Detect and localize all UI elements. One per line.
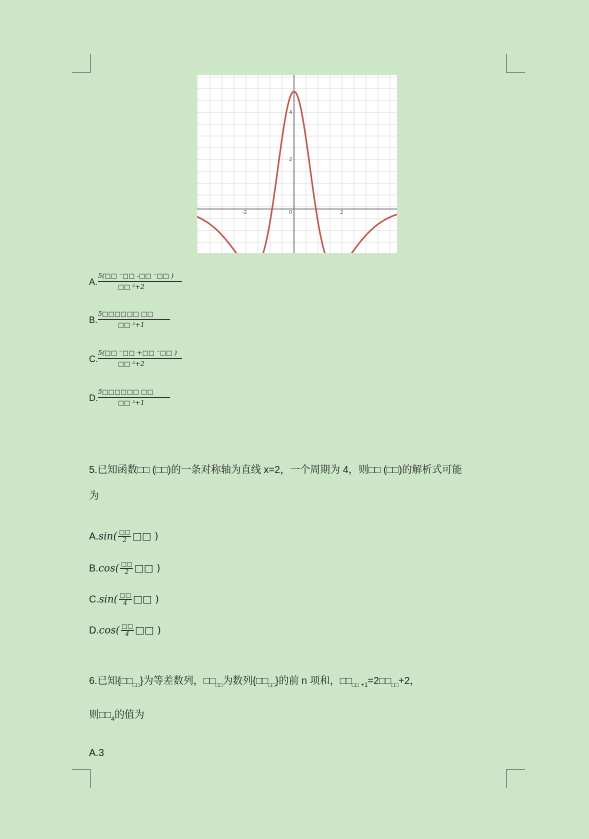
fraction-bar [98, 358, 182, 359]
page-corner-mark [506, 54, 525, 73]
fraction-denominator: 4 [125, 631, 130, 638]
option-fraction [98, 310, 170, 329]
fraction-numerator: 5(□□ ⁻□□ +□□ ⁻□□ ) [98, 349, 177, 357]
fraction-denominator: 4 [123, 600, 128, 607]
inline-fraction [120, 561, 133, 576]
q6-question-line1 [89, 672, 420, 689]
tick-label: 2 [289, 157, 293, 163]
text-segment: 则□□ [89, 710, 112, 721]
option-label: D. [89, 393, 98, 403]
option-label: D. [89, 625, 99, 637]
inline-fraction [121, 623, 134, 638]
fraction-denominator: □□ ²+2 [118, 283, 145, 291]
tick-label: 0 [289, 210, 293, 216]
q5-option-d[interactable] [89, 623, 161, 638]
option-label: B. [89, 315, 98, 325]
inline-fraction [118, 529, 131, 544]
option-tail: □□ ) [132, 531, 159, 543]
text-segment: 的值为 [114, 710, 145, 721]
option-tail: □□ ) [133, 594, 159, 606]
fraction-numerator: 5(□□ ⁻□□ -□□ ⁻□□ ) [98, 272, 174, 280]
tick-label: 2 [340, 210, 344, 216]
text-segment: +2， [398, 676, 420, 687]
fraction-bar [98, 281, 182, 282]
option-tail: □□ ) [134, 563, 161, 575]
subscript: 4 [111, 717, 115, 723]
page-corner-mark [72, 54, 91, 73]
text-segment: 6.已知{□□ [89, 676, 133, 687]
q5-question-line1: 5.已知函数□□ (□□)的一条对称轴为直线 x=2，一个周期为 4，则□□ (□□)的解析式可能 [89, 465, 463, 476]
q5-option-c[interactable] [89, 592, 159, 607]
fraction-numerator: □□ [121, 561, 133, 568]
function-graph [197, 75, 397, 253]
tick-label: -2 [242, 210, 247, 216]
fraction-denominator: 2 [122, 537, 127, 544]
q5-option-a[interactable] [89, 529, 158, 544]
subscript: □□ [391, 683, 399, 689]
q5-question-line2: 为 [89, 491, 99, 502]
option-label: C. [89, 594, 99, 606]
subscript: □□ [215, 683, 223, 689]
text-segment: =2□□ [367, 676, 392, 687]
subscript: □□ +1 [351, 683, 368, 689]
subscript: □□ [132, 683, 141, 689]
option-label: A. [89, 277, 98, 287]
fraction-numerator: □□ [121, 623, 133, 630]
fraction-denominator: □□ ²+2 [118, 360, 145, 368]
fraction-numerator: □□ [119, 592, 132, 599]
text-segment: }为等差数列，□□ [140, 676, 216, 687]
fraction-numerator: 5□□□□□□ □□ [98, 388, 154, 396]
function-name: cos( [98, 563, 120, 575]
function-name: cos( [99, 625, 120, 637]
option-fraction [98, 272, 182, 291]
text-segment: }的前 n 项和，□□ [275, 676, 352, 687]
fraction-bar [98, 319, 170, 320]
graph-background [197, 75, 397, 253]
option-fraction [98, 349, 182, 368]
fraction-denominator: □□ ²+1 [118, 399, 145, 407]
subscript: □□ [268, 683, 276, 689]
q6-question-line2 [89, 706, 144, 723]
function-name: sin( [98, 531, 118, 543]
page-corner-mark [506, 769, 525, 788]
tick-label: 4 [289, 110, 293, 116]
q6-option-a[interactable]: A.3 [89, 748, 105, 759]
option-label: C. [89, 354, 98, 364]
fraction-denominator: 2 [124, 569, 129, 576]
option-tail: □□ ) [135, 625, 161, 637]
inline-fraction [119, 592, 132, 607]
q5-option-b[interactable] [89, 561, 160, 576]
option-label: B. [89, 563, 99, 575]
text-segment: 为数列{□□ [222, 676, 269, 687]
function-name: sin( [99, 594, 118, 606]
option-label: A. [89, 531, 99, 543]
fraction-denominator: □□ ²+1 [118, 321, 145, 329]
page-corner-mark [72, 769, 91, 788]
fraction-bar [98, 397, 170, 398]
fraction-numerator: □□ [119, 529, 131, 536]
option-fraction [98, 388, 170, 407]
fraction-numerator: 5□□□□□□ □□ [98, 310, 154, 318]
